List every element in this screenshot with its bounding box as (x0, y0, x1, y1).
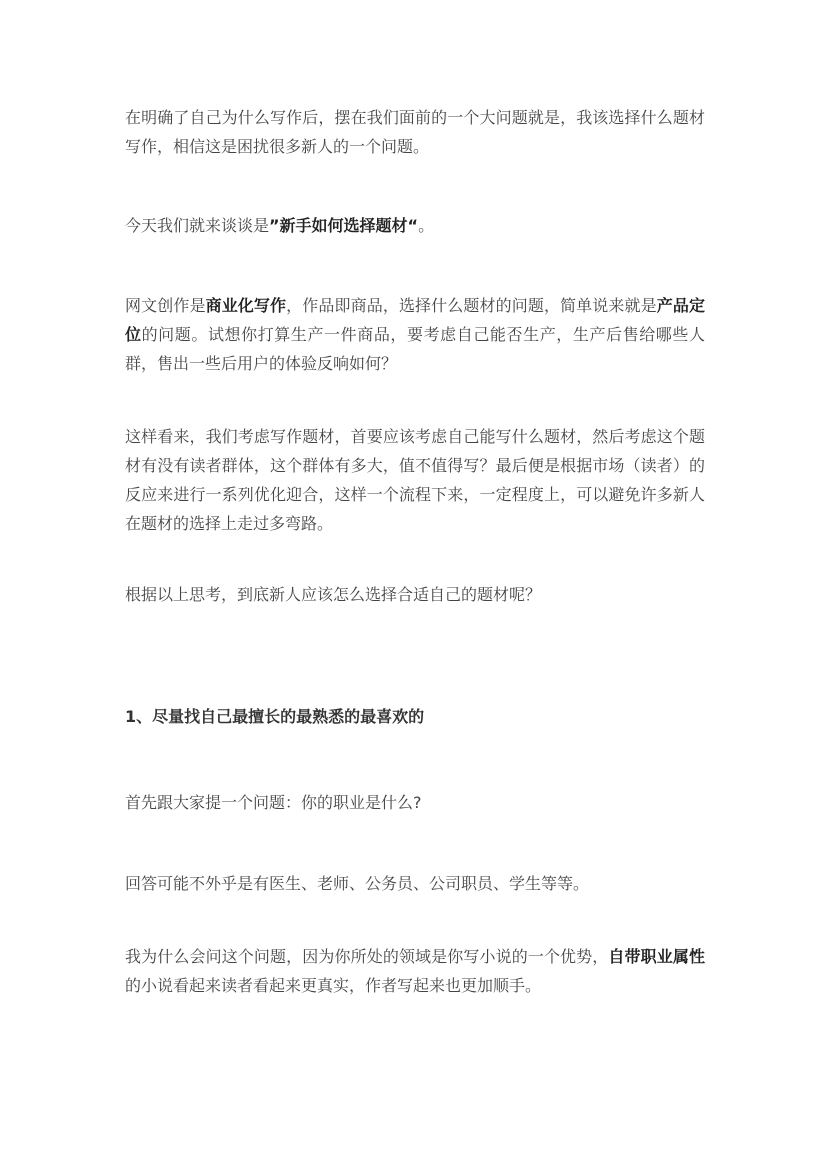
paragraph-topic (125, 211, 705, 240)
topic-title-bold: ”新手如何选择题材“ (269, 216, 419, 235)
paragraph-intro-text: 在明确了自己为什么写作后，摆在我们面前的一个大问题就是，我该选择什么题材写作，相信这是困扰很多新人的一个问题。 (125, 108, 705, 156)
section-heading-1-text: 1、尽量找自己最擅长的最熟悉的最喜欢的 (125, 707, 425, 726)
paragraph-advantage (125, 942, 705, 1000)
paragraph-answer-text: 回答可能不外乎是有医生、老师、公务员、公司职员、学生等等。 (125, 874, 590, 893)
profession-attribute-bold: 自带职业属性 (608, 947, 705, 966)
section-heading-1 (125, 702, 705, 731)
paragraph-considerations (125, 422, 705, 538)
paragraph-question-text: 根据以上思考，到底新人应该怎么选择合适自己的题材呢？ (125, 585, 542, 604)
product-positioning-bold: 产品定位 (125, 296, 705, 344)
paragraph-commercial-text-1: 网文创作是 (125, 296, 206, 315)
paragraph-advantage-text-1: 我为什么会问这个问题，因为你所处的领域是你写小说的一个优势， (125, 947, 609, 966)
paragraph-topic-text: 今天我们就来谈谈是 (125, 216, 270, 235)
paragraph-commercial (125, 291, 705, 378)
paragraph-advantage-text-2: 的小说看起来读者看起来更真实，作者写起来也更加顺手。 (125, 976, 542, 995)
paragraph-profession-question-text: 首先跟大家提一个问题：你的职业是什么? (125, 793, 422, 812)
paragraph-answer (125, 869, 705, 898)
paragraph-commercial-text-3: 的问题。试想你打算生产一件商品，要考虑自己能否生产，生产后售给哪些人群，售出一些后用户的体验反响如何？ (125, 325, 705, 373)
commercial-writing-bold: 商业化写作 (205, 296, 287, 315)
paragraph-profession-question (125, 788, 705, 817)
paragraph-question (125, 580, 705, 609)
paragraph-considerations-text: 这样看来，我们考虑写作题材，首要应该考虑自己能写什么题材，然后考虑这个题材有没有读者群体，这个群体有多大，值不值得写？最后便是根据市场（读者）的反应来进行一系列优化迎合，这样一个流程下来，一定程度上，可以避免许多新人在题材的选择上走过多弯路。 (125, 427, 705, 533)
paragraph-commercial-text-2: ，作品即商品，选择什么题材的问题，简单说来就是 (286, 296, 657, 315)
paragraph-topic-end: 。 (418, 216, 435, 235)
paragraph-intro (125, 103, 705, 161)
